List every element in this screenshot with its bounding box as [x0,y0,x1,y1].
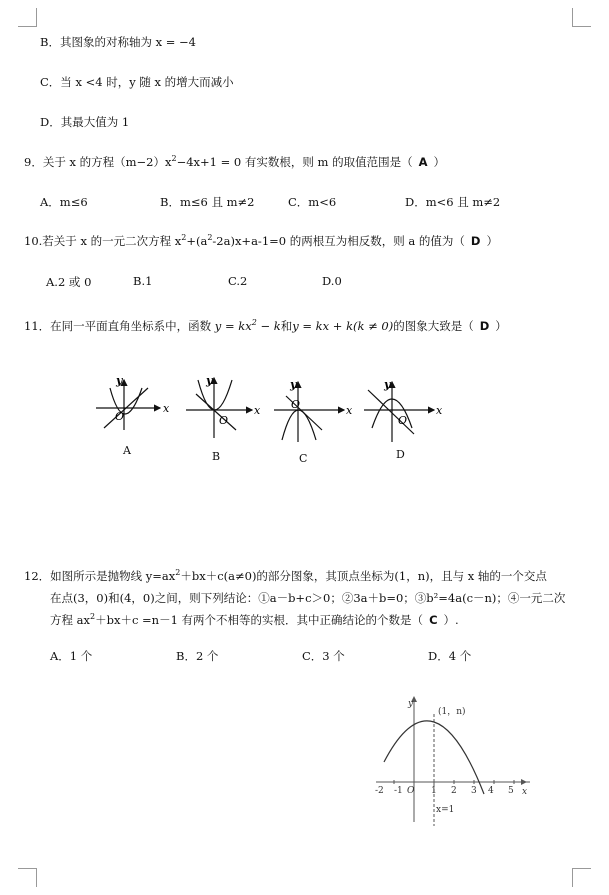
q11-graph-a-x-label: x [163,402,170,415]
q10-stem [24,233,498,249]
q10-option-c: C.2 [228,274,248,288]
q12-tick-2: 2 [451,786,457,796]
q11-answer: D [479,319,490,333]
q11-stem-part-c: ） [495,319,507,333]
q11-graph-d-origin: O [398,414,408,427]
q12-graph [370,692,540,832]
q12-x-label: x [522,787,528,797]
q12-y-label: y [408,699,414,709]
q11-graph-b-x-label: x [254,404,261,417]
corner-mark-top-right [572,8,591,27]
q12-stem-line-2: 在点(3，0)和(4，0)之间，则下列结论：①a－b+c＞0；②3a＋b=0；③b²=4a(c－n)；④一元二次 [50,591,566,605]
q12-stem-line-1 [24,568,547,584]
q12-line-1-sup: 2 [175,568,181,578]
q8-option-b: B．其图象的对称轴为 x = −4 [40,35,196,49]
q8-option-c: C．当 x <4 时，y 随 x 的增大而减小 [40,75,234,89]
q11-graph-a [96,380,160,430]
q9-superscript: 2 [171,154,177,164]
q11-stem-part-a: 11．在同一平面直角坐标系中，函数 [24,319,212,333]
q11-label-c: C [299,452,308,465]
q10-stem-part-b: +(a [186,234,208,248]
q8-option-d: D．其最大值为 1 [40,115,130,129]
q12-tick-neg1: -1 [394,786,403,796]
q12-line-3-b: ＋bx＋c =n－1 有两个不相等的实根．其中正确结论的个数是（ [95,613,424,627]
q11-label-d: D [396,448,405,461]
q12-option-b: B．2 个 [176,649,219,663]
q12-vertex-label: (1，n) [438,707,466,717]
q9-stem-part-a: 9．关于 x 的方程（m−2）x [24,155,172,169]
q12-tick-neg2: -2 [375,786,384,796]
q11-graph-b-y-label: y [206,374,213,387]
q12-answer: C [429,613,438,627]
q10-superscript-2: 2 [207,233,213,243]
q11-graph-c [274,382,344,442]
q12-line-3-c: ）. [443,613,459,627]
q11-graph-c-origin: O [291,398,301,411]
q12-tick-1: 1 [431,786,437,796]
q11-stem-part-b: 的图象大致是（ [393,319,474,333]
q11-function-1-a: y = kx [214,319,252,333]
q12-stem-line-3 [50,612,459,628]
q11-graph-c-x-label: x [346,404,353,417]
q10-option-d: D.0 [322,274,342,288]
q9-option-c: C．m<6 [288,195,337,209]
q12-line-1-b: ＋bx＋c(a≠0)的部分图象，其顶点坐标为(1，n)，且与 x 轴的一个交点 [180,569,547,583]
corner-mark-bottom-right [572,868,591,887]
q11-graph-b-origin: O [219,414,229,427]
q12-symmetry-label: x=1 [436,805,455,815]
q12-tick-3: 3 [471,786,477,796]
q10-stem-part-a: 10.若关于 x 的一元二次方程 x [24,234,182,248]
q11-graphs [0,370,609,490]
q11-graph-b [186,378,252,438]
corner-mark-top-left [18,8,37,27]
q12-line-3-sup: 2 [90,612,96,622]
q12-line-3-a: 方程 ax [50,613,90,627]
q12-tick-5: 5 [508,786,514,796]
q11-function-1-b: − k [256,319,281,333]
q11-graph-a-origin: O [115,410,125,423]
q11-graph-a-y-label: y [116,374,123,387]
q9-answer: A [418,155,428,169]
q12-origin: O [407,786,415,796]
q12-option-c: C．3 个 [302,649,345,663]
q11-graph-d [364,382,434,442]
q12-tick-4: 4 [488,786,494,796]
q12-option-a: A．1 个 [50,649,93,663]
q10-stem-part-c: -2a)x+a-1=0 的两根互为相反数，则 a 的值为（ [212,234,465,248]
q10-option-a: A.2 或 0 [46,275,92,289]
q11-graph-c-y-label: y [290,378,297,391]
q10-stem-part-d: ） [486,234,498,248]
q9-option-a: A．m≤6 [40,195,88,209]
q11-graph-d-y-label: y [384,378,391,391]
q11-function-1-sup: 2 [251,318,257,328]
q9-option-d: D．m<6 且 m≠2 [405,195,501,209]
q10-answer: D [470,234,481,248]
q10-option-b: B.1 [133,274,153,288]
q11-and: 和 [280,319,293,333]
q12-option-d: D．4 个 [428,649,472,663]
q11-graph-d-x-label: x [436,404,443,417]
q9-stem-part-c: ） [433,155,445,169]
q9-stem-part-b: −4x+1 = 0 有实数根，则 m 的取值范围是（ [176,155,413,169]
q11-label-a: A [123,444,131,457]
q10-superscript-1: 2 [181,233,187,243]
q11-function-1 [215,319,281,333]
q12-line-1-a: 12．如图所示是抛物线 y=ax [24,569,176,583]
q11-stem [24,318,507,334]
q9-stem [24,154,445,170]
q11-label-b: B [212,450,221,463]
q11-function-2: y = kx + k(k ≠ 0) [292,319,394,333]
corner-mark-bottom-left [18,868,37,887]
q9-option-b: B．m≤6 且 m≠2 [160,195,255,209]
